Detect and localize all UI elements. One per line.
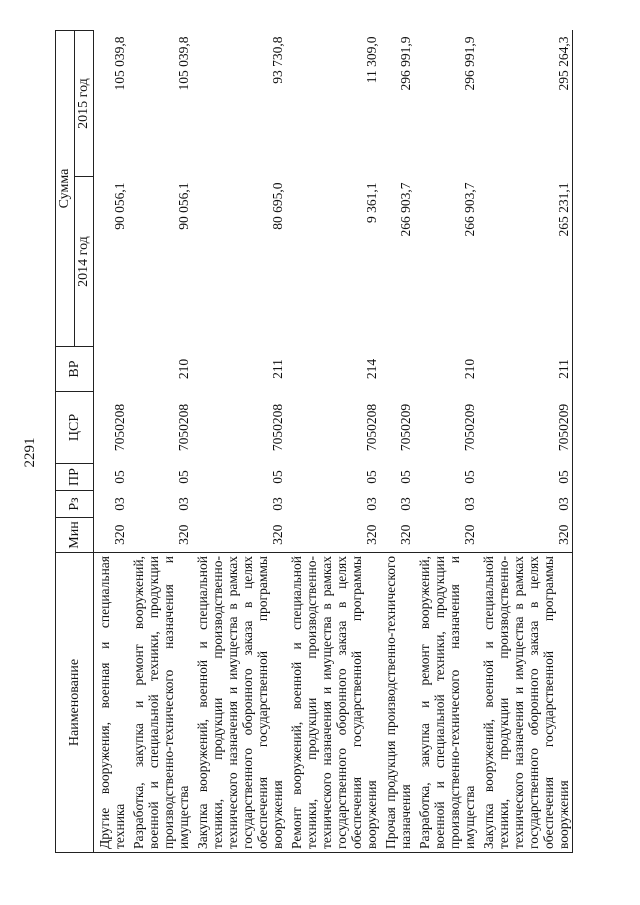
row-csr: 7050209	[478, 392, 573, 464]
row-sum-2015: 105 039,8	[112, 36, 127, 91]
row-sum-2014: 266 903,7	[462, 182, 477, 237]
row-pr: 05	[478, 464, 573, 491]
row-sum-2014: 90 056,1	[112, 182, 127, 230]
row-csr: 7050208	[112, 403, 127, 452]
header-sum: Сумма	[56, 31, 75, 347]
budget-table	[55, 30, 573, 853]
row-csr: 7050208	[364, 403, 379, 452]
row-name: Разработка, закупка и ремонт вооружений, военной и специальной техники, продукции производственно-технического назначения и имущества	[414, 553, 478, 853]
row-vr	[94, 347, 129, 392]
page-number: 2291	[22, 437, 38, 468]
row-name: Закупка вооружений, военной и специальной техники, продукции производственно-технического назначения и имущества в рамках государственного оборонного заказа в целях обеспечения государственной программы вооружения	[478, 553, 573, 853]
row-name: Ремонт вооружений, военной и специальной техники, продукции производственно-технического назначения и имущества в рамках государственного оборонного заказа в целях обеспечения государственной программы вооружения	[286, 553, 380, 853]
row-sum-2015: 105 039,8	[176, 36, 191, 91]
row-vr: 210	[176, 358, 191, 380]
row-pr: 05	[364, 470, 379, 484]
table-row	[286, 31, 380, 853]
table-row	[478, 31, 573, 853]
row-vr: 211	[478, 347, 573, 392]
header-name: Наименование	[56, 553, 94, 853]
row-rz: 03	[462, 497, 477, 511]
row-sum-2014: 90 056,1	[176, 182, 191, 230]
row-vr: 211	[270, 359, 285, 379]
row-rz: 03	[176, 497, 191, 511]
row-sum-2014: 266 903,7	[398, 182, 413, 237]
row-sum-2015: 295 264,3	[478, 31, 573, 177]
table-row	[380, 31, 414, 853]
row-csr: 7050209	[462, 403, 477, 452]
header-csr: ЦСР	[56, 392, 94, 464]
row-vr: 214	[364, 358, 379, 380]
header-2015: 2015 год	[75, 31, 94, 177]
table-row	[414, 31, 478, 853]
table-row	[128, 31, 192, 853]
row-sum-2014: 80 695,0	[270, 182, 285, 230]
row-name: Закупка вооружений, военной и специальной техники, продукции производственно-технического назначения и имущества в рамках государственного оборонного заказа в целях обеспечения государственной программы вооружения	[192, 553, 286, 853]
row-min: 320	[270, 524, 285, 545]
row-sum-2015: 296 991,9	[462, 36, 477, 91]
row-pr: 05	[270, 470, 285, 484]
header-min: Мин	[56, 518, 94, 553]
row-min: 320	[176, 524, 191, 545]
row-csr: 7050208	[270, 403, 285, 452]
row-pr: 05	[112, 470, 127, 484]
row-name: Прочая продукция производственно-технического назначения	[380, 553, 414, 853]
row-rz: 03	[112, 497, 127, 511]
row-rz: 03	[398, 497, 413, 511]
row-sum-2015: 11 309,0	[364, 36, 379, 84]
row-vr: 210	[462, 358, 477, 380]
row-vr	[380, 347, 414, 392]
row-pr: 05	[176, 470, 191, 484]
row-rz: 03	[364, 497, 379, 511]
row-pr: 05	[462, 470, 477, 484]
row-rz: 03	[270, 497, 285, 511]
row-sum-2015: 93 730,8	[270, 36, 285, 84]
header-vr: ВР	[56, 347, 94, 392]
row-rz: 03	[478, 491, 573, 518]
row-name: Разработка, закупка и ремонт вооружений, военной и специальной техники, продукции производственно-технического назначения и имущества	[128, 553, 192, 853]
row-min: 320	[364, 524, 379, 545]
row-min: 320	[462, 524, 477, 545]
row-csr: 7050208	[176, 403, 191, 452]
row-pr: 05	[398, 470, 413, 484]
table-row	[94, 31, 129, 853]
row-min: 320	[478, 518, 573, 553]
header-2014: 2014 год	[75, 177, 94, 347]
header-pr: ПР	[56, 464, 94, 491]
table-row	[192, 31, 286, 853]
row-sum-2014: 9 361,1	[364, 182, 379, 223]
row-csr: 7050209	[398, 403, 413, 452]
row-min: 320	[112, 524, 127, 545]
row-sum-2015: 296 991,9	[398, 36, 413, 91]
row-min: 320	[398, 524, 413, 545]
row-name: Другие вооружения, военная и специальная техника	[94, 553, 129, 853]
row-sum-2014: 265 231,1	[478, 177, 573, 347]
header-rz: Рз	[56, 491, 94, 518]
